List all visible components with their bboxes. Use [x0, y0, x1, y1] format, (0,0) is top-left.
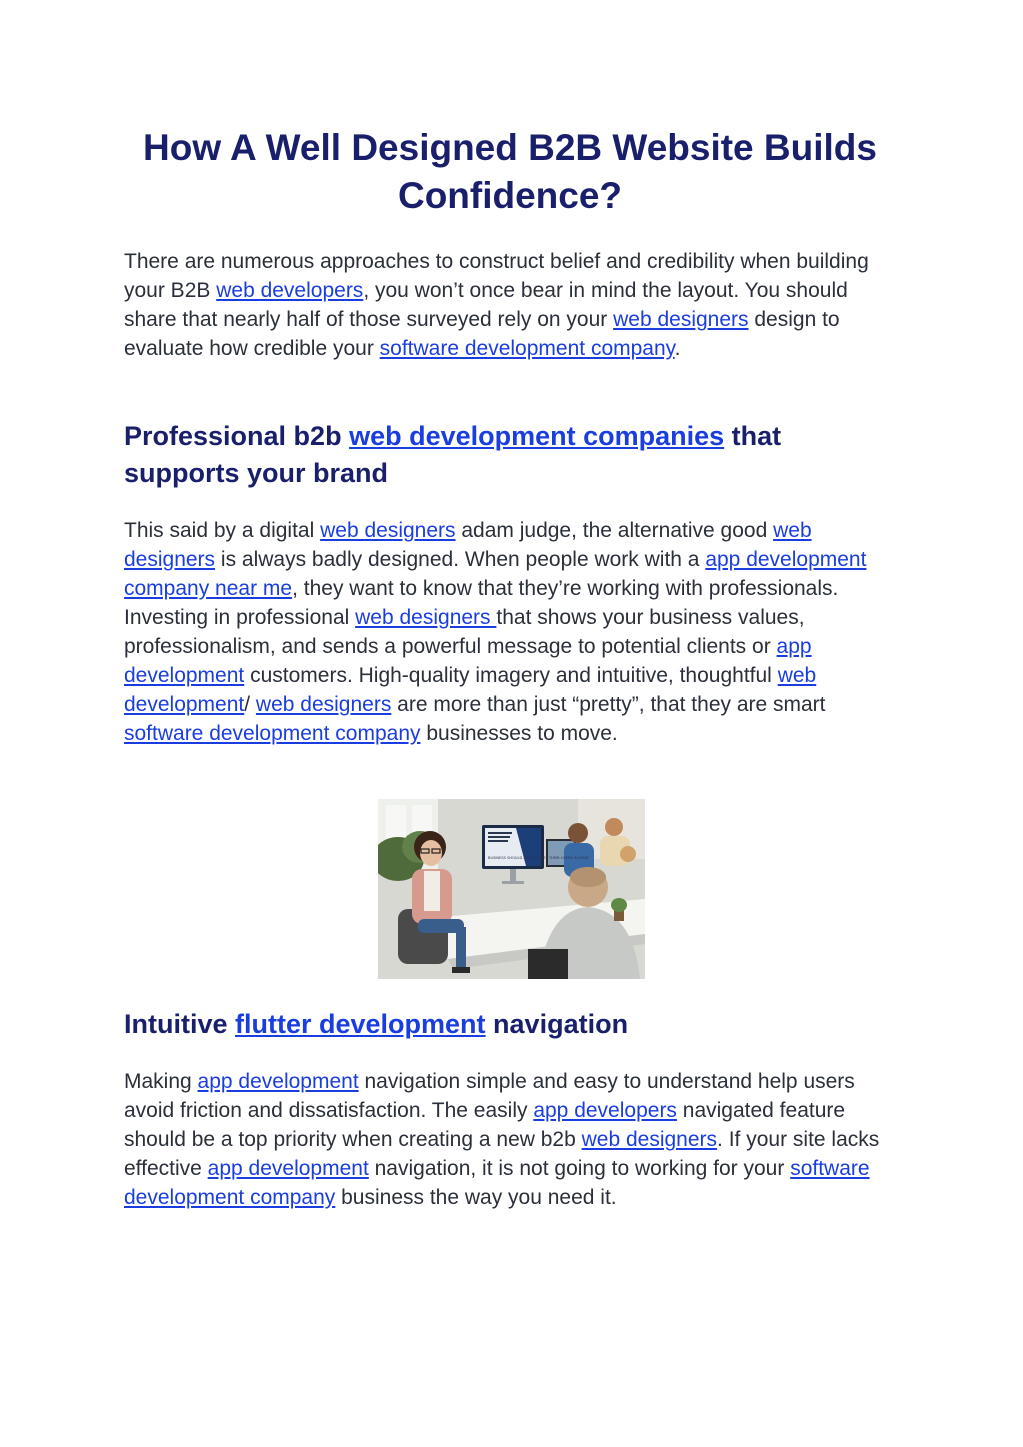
intro-text-3: design to evaluate how credible your	[124, 308, 840, 360]
s2-text-1: Making	[124, 1070, 198, 1093]
link-software-development-company[interactable]: software development company	[379, 337, 675, 360]
link-web-designers[interactable]: web designers	[581, 1128, 718, 1151]
intro-text-1: There are numerous approaches to construct belief and credibility when building your B2B	[124, 250, 869, 302]
link-app-development-company-near-me[interactable]: app development company near me	[124, 548, 867, 600]
link-web-designers[interactable]: web designers	[613, 308, 749, 331]
s1-text-1: This said by a digital	[124, 519, 321, 542]
link-software-development-company[interactable]: software development company	[124, 722, 421, 745]
s2-text-4: . If your site lacks effective	[124, 1128, 880, 1180]
section1-heading-text-1: Professional b2b	[124, 421, 350, 451]
link-app-development[interactable]: app development	[124, 635, 812, 687]
s1-text-6: customers. High-quality imagery and intuitive, thoughtful	[244, 664, 778, 687]
link-web-designers[interactable]: web designers	[320, 519, 456, 542]
monitor-text: BUSINESS SHOULD ALWAYS KEEP THEIR USERS IN MIND	[488, 856, 589, 860]
s1-text-9: businesses to move.	[420, 722, 618, 745]
link-web-designers[interactable]: web designers	[124, 519, 812, 571]
s1-text-4: , they want to know that they’re working with professionals. Investing in professional	[124, 577, 839, 629]
link-app-development[interactable]: app development	[197, 1070, 359, 1093]
link-app-developers[interactable]: app developers	[533, 1099, 677, 1122]
office-team-photo	[378, 799, 645, 979]
section2-heading-text-2: navigation	[485, 1009, 629, 1039]
link-web-developers[interactable]: web developers	[216, 279, 364, 302]
s2-text-5: navigation, it is not going to working for your	[368, 1157, 791, 1180]
link-web-development[interactable]: web development	[124, 664, 817, 716]
section1-paragraph	[124, 516, 900, 748]
s2-text-6: business the way you need it.	[335, 1186, 617, 1209]
link-app-development[interactable]: app development	[207, 1157, 369, 1180]
s2-text-2: navigation simple and easy to understand help users avoid friction and dissatisfaction. The easily	[124, 1070, 855, 1122]
section2-heading-text-1: Intuitive	[124, 1009, 236, 1039]
intro-paragraph	[124, 247, 900, 363]
s1-text-7: /	[244, 693, 256, 716]
section2-paragraph	[124, 1067, 900, 1212]
section1-heading-text-2: that supports your brand	[124, 421, 782, 488]
intro-text-2: , you won’t once bear in mind the layout. You should share that nearly half of those surveyed rely on your	[124, 279, 848, 331]
section2-heading	[124, 1006, 900, 1043]
section1-heading	[124, 418, 900, 492]
s1-text-5: that shows your business values, professionalism, and sends a powerful message to potential clients or	[124, 606, 805, 658]
link-web-designers[interactable]: web designers	[355, 606, 497, 629]
link-web-designers[interactable]: web designers	[255, 693, 392, 716]
s2-text-3: navigated feature should be a top priority when creating a new b2b	[124, 1099, 846, 1151]
link-web-development-companies[interactable]: web development companies	[349, 421, 725, 451]
s1-text-8: are more than just “pretty”, that they are smart	[391, 693, 826, 716]
link-software-development-company[interactable]: software development company	[124, 1157, 870, 1209]
s1-text-3: is always badly designed. When people work with a	[215, 548, 706, 571]
s1-text-2: adam judge, the alternative good	[455, 519, 774, 542]
intro-text-4: .	[674, 337, 681, 360]
page-title: How A Well Designed B2B Website Builds Confidence?	[143, 127, 877, 216]
link-flutter-development[interactable]: flutter development	[235, 1009, 486, 1039]
